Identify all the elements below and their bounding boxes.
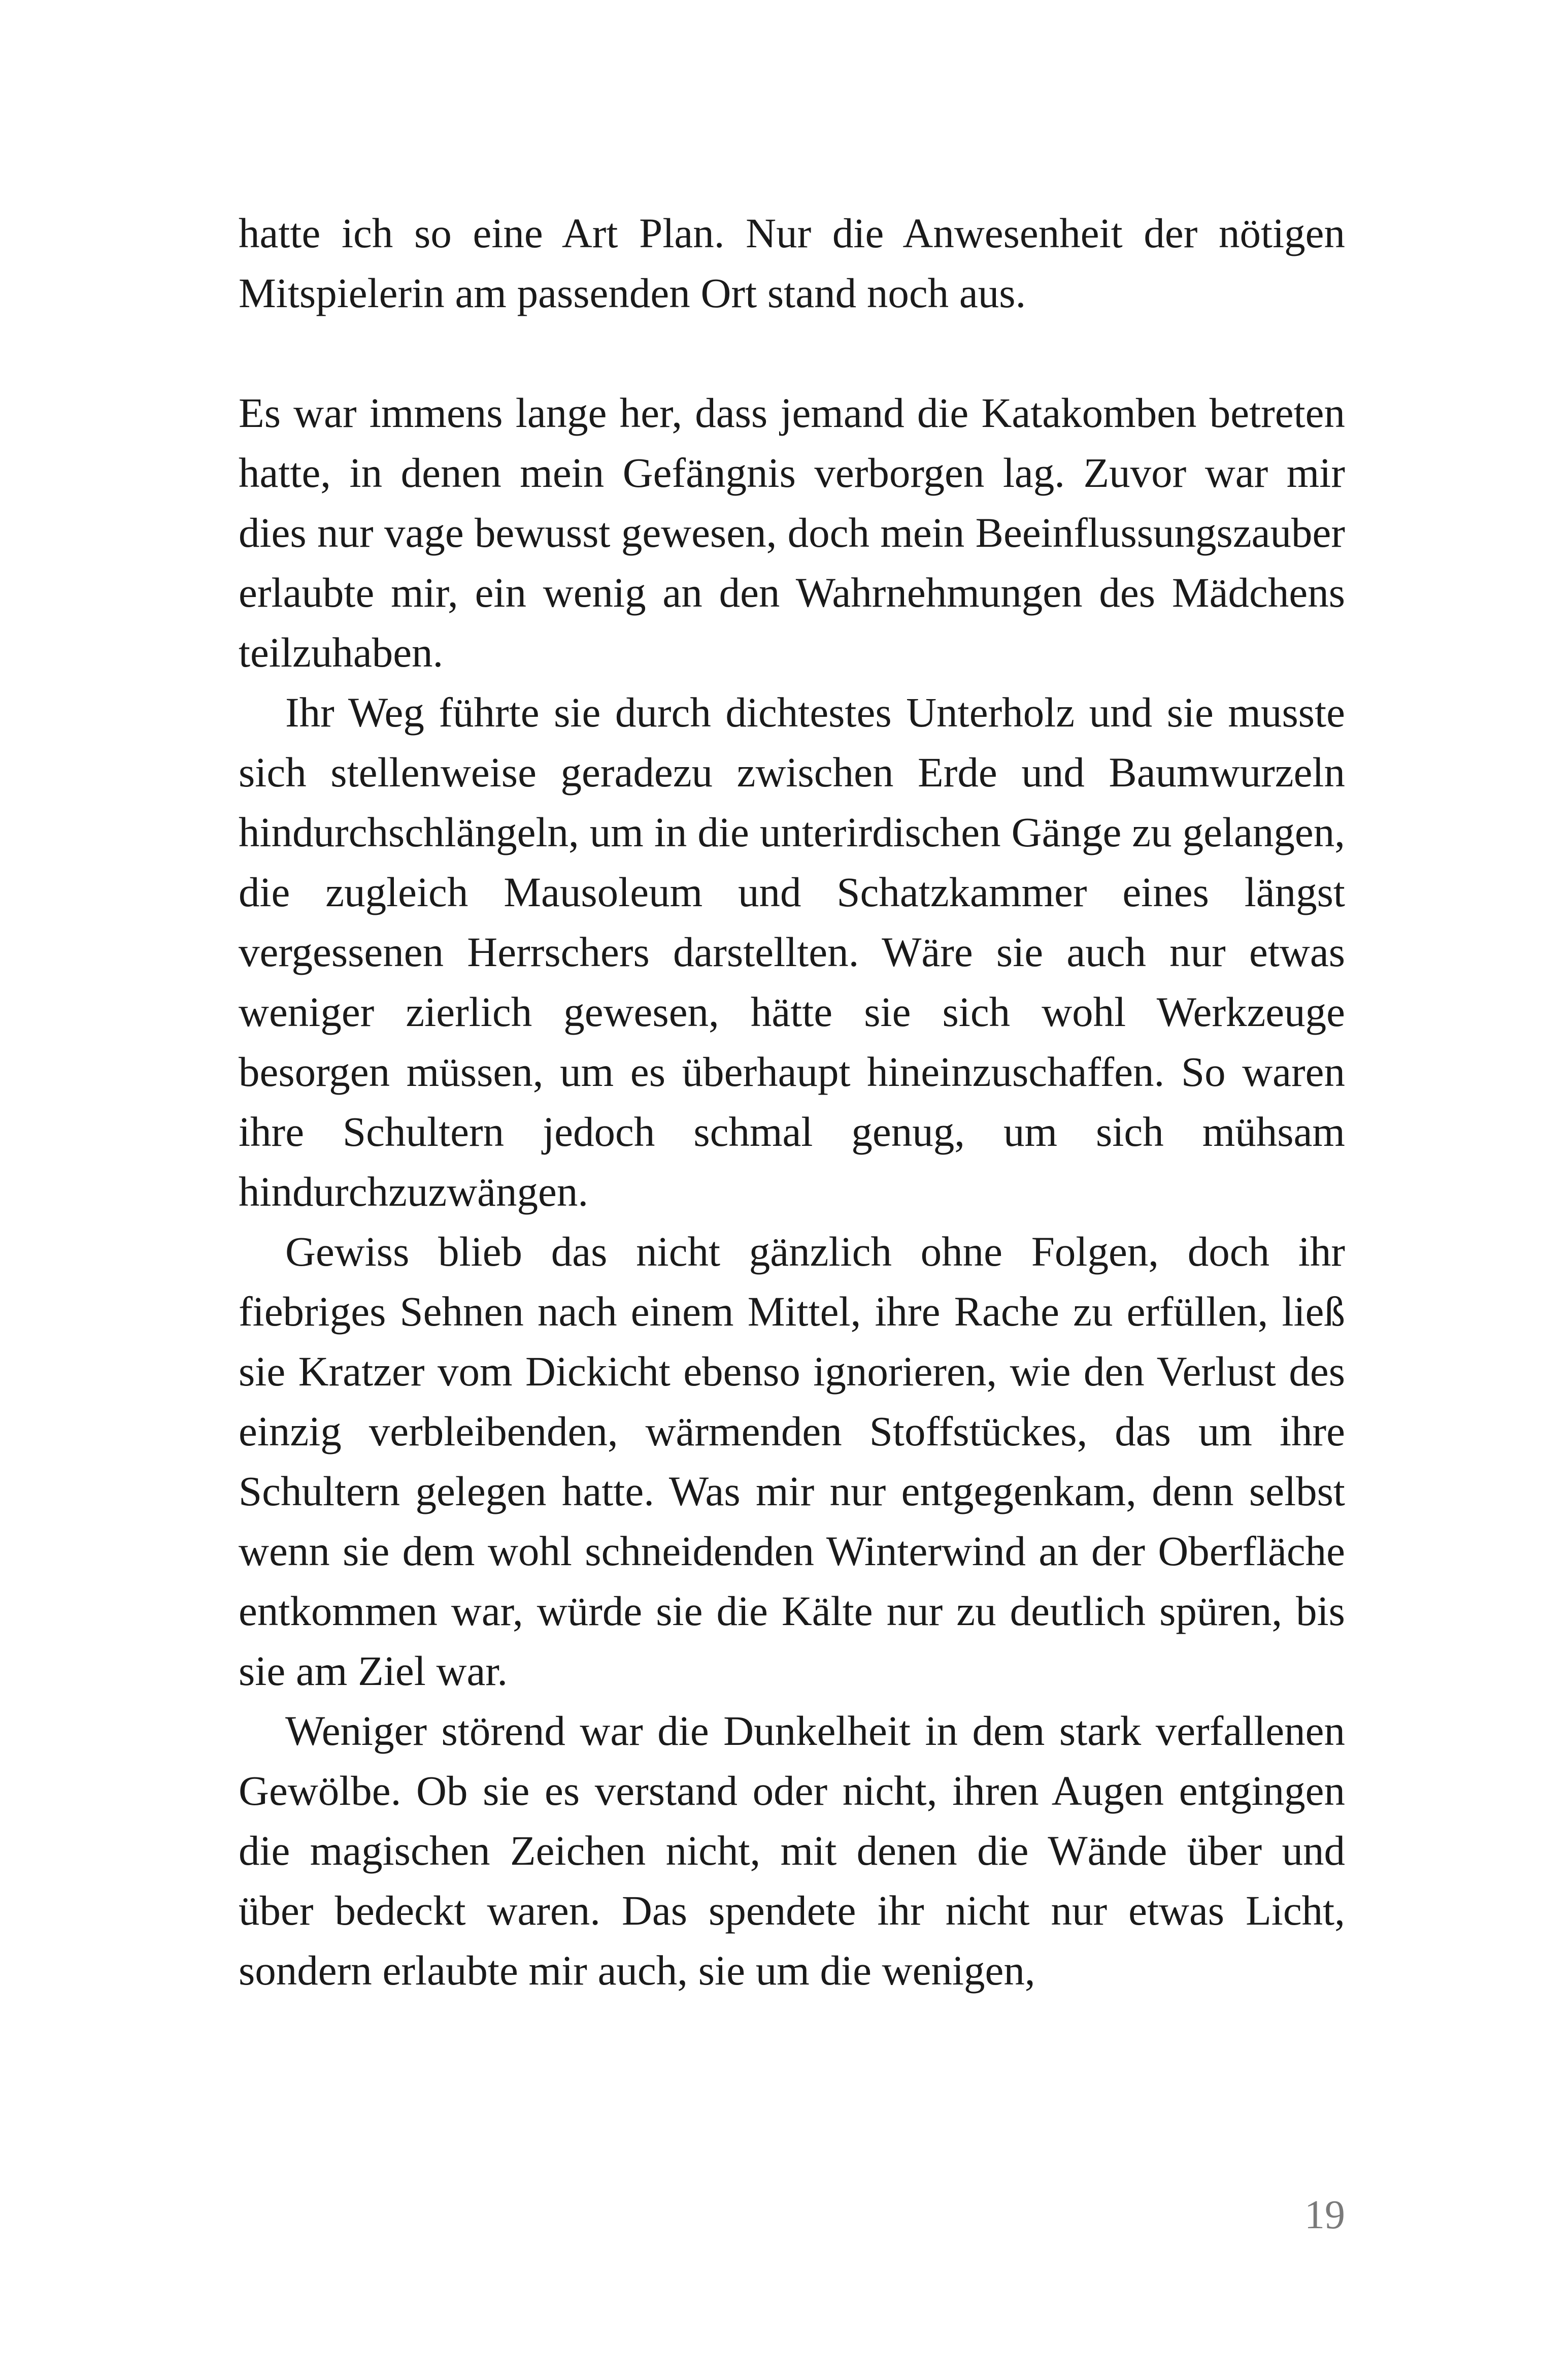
page-number: 19 bbox=[1304, 2193, 1345, 2237]
section-break bbox=[239, 323, 1345, 383]
paragraph-2: Es war immens lange her, dass jemand die Katakomben betreten hatte, in denen mein Gefängnis verborgen lag. Zuvor war mir dies nur vage bewusst gewesen, doch mein Beeinflussungszauber erlaubte mir, ein wenig an den Wahrnehmungen des Mädchens teilzuhaben. bbox=[239, 389, 1345, 676]
paragraph-3: Ihr Weg führte sie durch dichtestes Unterholz und sie musste sich stellenweise geradezu zwischen Erde und Baumwurzeln hindurchschlängeln, um in die unterirdischen Gänge zu gelangen, die zugleich Mausoleum und Schatzkammer eines längst vergessenen Herrschers darstellten. Wäre sie auch nur etwas weniger zierlich gewesen, hätte sie sich wohl Werkzeuge besorgen müssen, um es überhaupt hineinzuschaffen. So waren ihre Schultern jedoch schmal genug, um sich mühsam hindurchzuzwängen. bbox=[239, 689, 1345, 1215]
paragraph-1: hatte ich so eine Art Plan. Nur die Anwesenheit der nötigen Mitspielerin am passenden Ort stand noch aus. bbox=[239, 210, 1345, 316]
body-text bbox=[239, 203, 1345, 2000]
paragraph-5: Weniger störend war die Dunkelheit in dem stark verfallenen Gewölbe. Ob sie es verstand oder nicht, ihren Augen entgingen die magischen Zeichen nicht, mit denen die Wände über und über bedeckt waren. Das spendete ihr nicht nur etwas Licht, sondern erlaubte mir auch, sie um die wenigen, bbox=[239, 1707, 1345, 1994]
paragraph-4: Gewiss blieb das nicht gänzlich ohne Folgen, doch ihr fiebriges Sehnen nach einem Mittel, ihre Rache zu erfüllen, ließ sie Kratzer vom Dickicht ebenso ignorieren, wie den Verlust des einzig verbleibenden, wärmenden Stoffstückes, das um ihre Schultern gelegen hatte. Was mir nur entgegenkam, denn selbst wenn sie dem wohl schneidenden Winterwind an der Oberfläche entkommen war, würde sie die Kälte nur zu deutlich spüren, bis sie am Ziel war. bbox=[239, 1228, 1345, 1694]
